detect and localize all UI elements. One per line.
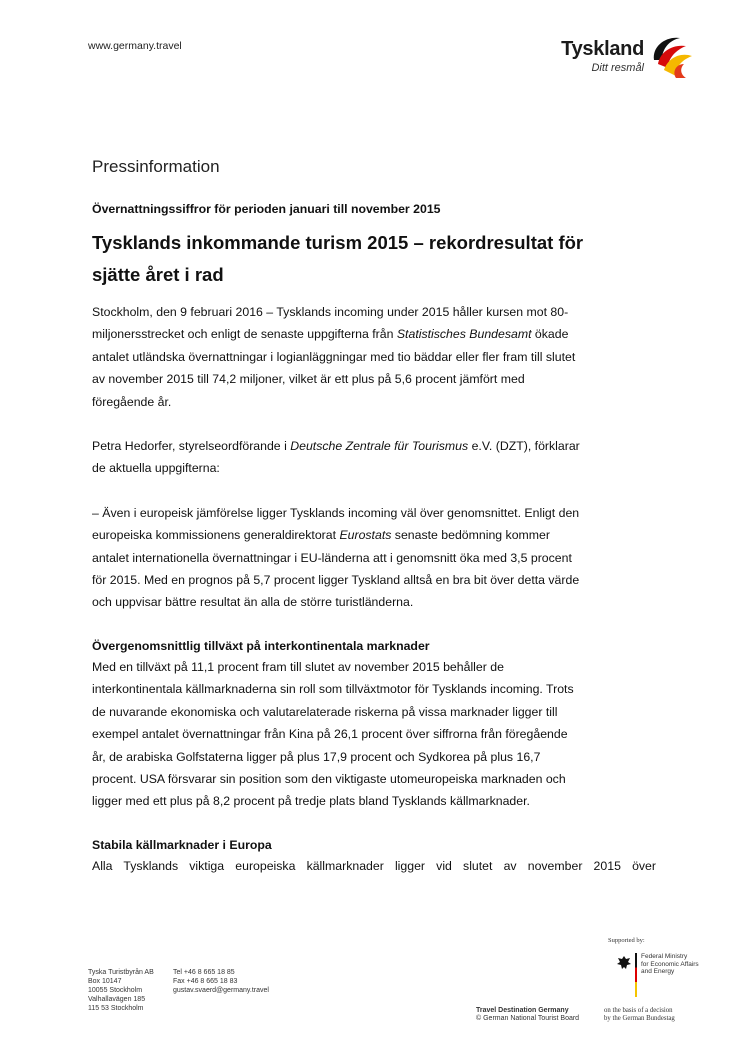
flag-bar <box>635 953 637 997</box>
section-title: Pressinformation <box>92 157 220 176</box>
text-line: de aktuella uppgifterna: <box>92 461 220 476</box>
fax: Fax +46 8 665 18 83 <box>173 978 238 985</box>
address-line: Tyska Turistbyrån AB <box>88 969 154 976</box>
paragraph-quote <box>92 502 656 614</box>
paragraph-quote-intro <box>92 435 656 480</box>
paragraph-intercontinental <box>92 656 656 813</box>
text-line: antalet utländska övernattningar i logianläggningar med tio bäddar eller fler fram till slutet <box>92 349 576 364</box>
footer-contact <box>173 968 269 995</box>
text-run: ökade <box>531 327 569 342</box>
text-line: de nuvarande ekonomiska och valutarelaterade riskerna på vissa marknader ligger till <box>92 704 558 719</box>
text-line: Med en tillväxt på 11,1 procent fram till slutet av november 2015 behåller de <box>92 659 504 674</box>
source-name: Eurostats <box>339 528 392 543</box>
text-run: miljonersstrecket och enligt de senaste uppgifterna från <box>92 327 397 342</box>
article <box>92 200 656 899</box>
text-line: Alla Tysklands viktiga europeiska källmarknader ligger vid slutet av november 2015 över <box>92 858 656 873</box>
text-line: – Även i europeisk jämförelse ligger Tysklands incoming väl över genomsnittet. Enligt den <box>92 505 580 520</box>
phone: Tel +46 8 665 18 85 <box>173 969 235 976</box>
ministry-name: Federal Ministry for Economic Affairs and Energy <box>641 953 699 975</box>
text-line: Stockholm, den 9 februari 2016 – Tysklands incoming under 2015 håller kursen mot 80- <box>92 305 569 319</box>
bundestag-note: on the basis of a decision by the German Bundestag <box>604 1007 675 1022</box>
address-line: 115 53 Stockholm <box>88 1005 144 1012</box>
paragraph-europe <box>92 855 656 877</box>
text-line: av november 2015 till 74,2 miljoner, vilket är ett plus på 5,6 procent jämfört med <box>92 372 525 387</box>
text-line: antalet internationella övernattningar i EU-länderna att i genomsnitt öka med 3,5 procent <box>92 550 572 565</box>
text-line: exempel antalet övernattningar från Kina på 26,1 procent över siffrorna från föregående <box>92 727 568 742</box>
supported-by-label: Supported by: <box>608 937 645 944</box>
article-kicker: Övernattningssiffror för perioden januari till november 2015 <box>92 202 441 216</box>
logo-subtitle: Ditt resmål <box>591 62 644 74</box>
text-line <box>92 323 656 345</box>
ministry-logo <box>614 953 704 997</box>
text-line: ligger med ett plus på 8,2 procent på tredje plats bland Tysklands källmarknader. <box>92 794 530 809</box>
text-line <box>92 435 656 457</box>
website-url[interactable]: www.germany.travel <box>88 40 182 52</box>
text-line: för 2015. Med en prognos på 5,7 procent ligger Tyskland alltså en bra bit över detta värde <box>92 573 580 588</box>
text-line: år, de arabiska Golfstaterna ligger på plus 17,9 procent och Sydkorea på plus 16,7 <box>92 749 541 764</box>
tdg-title: Travel Destination Germany <box>476 1007 569 1014</box>
headline-line: Tysklands inkommande turism 2015 – rekordresultat för <box>92 232 584 253</box>
subheading: Stabila källmarknader i Europa <box>92 837 272 852</box>
source-name: Statistisches Bundesamt <box>396 327 532 342</box>
text-line: interkontinentala källmarknaderna sin roll som tillväxtmotor för Tysklands incoming. Trots <box>92 682 574 697</box>
paragraph-intro <box>92 301 656 413</box>
text-line: och uppvisar bättre resultat än alla de större turistländerna. <box>92 595 414 610</box>
logo-title: Tyskland <box>561 38 644 60</box>
text-line: föregående år. <box>92 394 172 409</box>
subheading: Övergenomsnittlig tillväxt på interkontinentala marknader <box>92 638 430 653</box>
footer-address <box>88 968 154 1013</box>
address-line: Valhallavägen 185 <box>88 996 146 1003</box>
logo-swirl-icon <box>646 34 696 86</box>
headline-line: sjätte året i rad <box>92 264 224 285</box>
eagle-icon <box>616 955 632 971</box>
text-run: senaste bedömning kommer <box>391 528 550 543</box>
text-run: Petra Hedorfer, styrelseordförande i <box>92 439 291 454</box>
tdg-subtitle: © German National Tourist Board <box>476 1015 580 1022</box>
footer-tdg <box>476 1007 579 1023</box>
text-line: procent. USA försvarar sin position som den viktigaste utomeuropeiska marknaden och <box>92 771 566 786</box>
tyskland-logo <box>556 34 696 90</box>
text-line <box>92 524 656 546</box>
text-run: e.V. (DZT), förklarar <box>468 439 580 454</box>
text-run: europeiska kommissionens generaldirektorat <box>92 528 340 543</box>
address-line: 10055 Stockholm <box>88 987 143 994</box>
article-headline <box>92 227 656 291</box>
organization-name: Deutsche Zentrale für Tourismus <box>290 439 469 454</box>
email-link[interactable]: gustav.svaerd@germany.travel <box>173 987 269 994</box>
address-line: Box 10147 <box>88 978 122 985</box>
